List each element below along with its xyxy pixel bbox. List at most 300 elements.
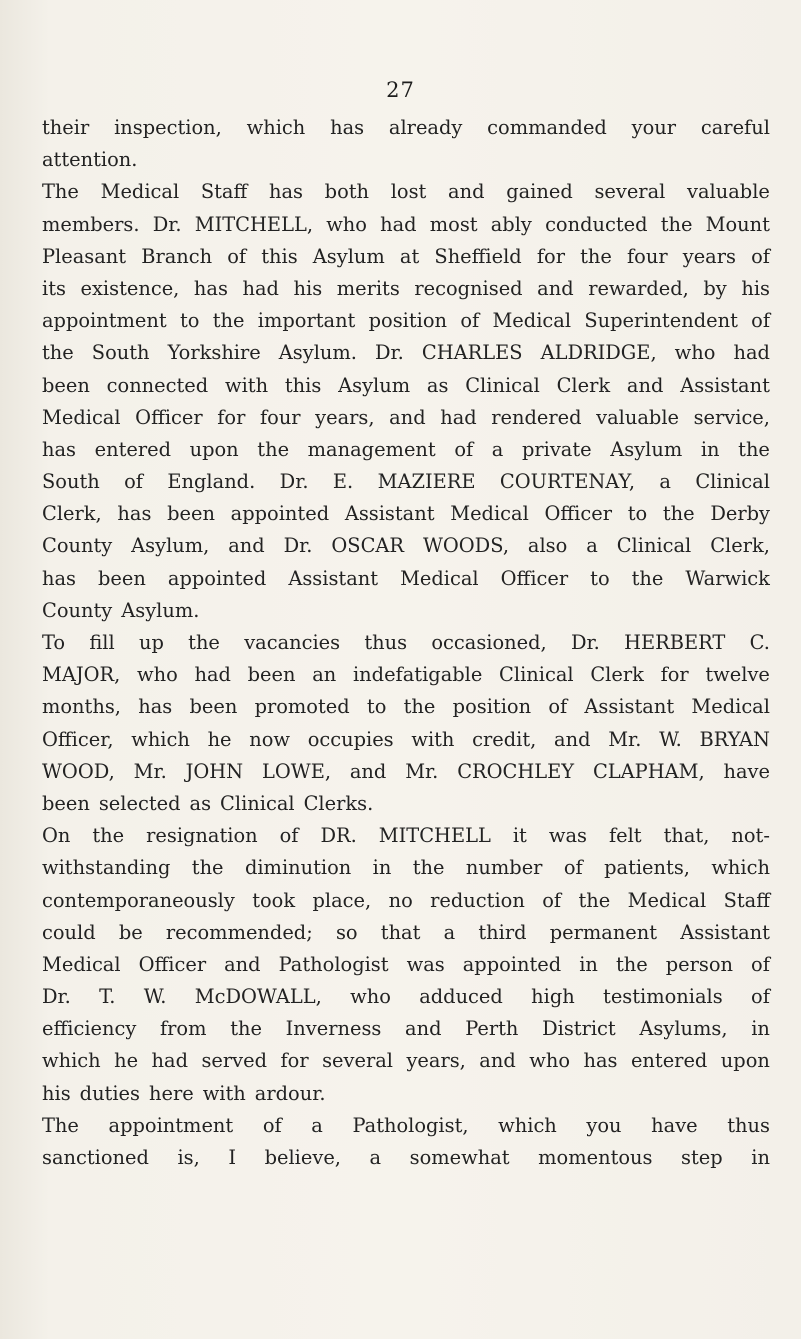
text-line [42, 949, 770, 981]
word: of [227, 244, 247, 268]
text-line [42, 273, 770, 305]
word: thus [727, 1113, 770, 1137]
text-line [42, 981, 770, 1013]
text-line [42, 112, 770, 144]
text-line [42, 305, 770, 337]
text-line [42, 209, 770, 241]
word: permanent [549, 920, 658, 944]
word: the [191, 856, 224, 880]
word: had [733, 341, 770, 365]
text-line [42, 1110, 770, 1142]
word: Clerks. [303, 791, 374, 815]
word: this [261, 244, 298, 268]
word: Warwick [685, 566, 770, 590]
word: the [578, 888, 611, 912]
word: the [738, 437, 770, 461]
word: Officer [500, 566, 569, 590]
word: not- [731, 824, 770, 848]
word: of [460, 309, 480, 333]
word: in [751, 1146, 770, 1169]
word: Clinical [220, 791, 295, 815]
word: MAJOR, [42, 663, 121, 687]
word: The [42, 1113, 79, 1137]
word: Mr. [405, 759, 439, 783]
word: the [92, 824, 125, 848]
word: Officer [544, 502, 612, 526]
word: appointed [230, 502, 330, 526]
word: Pleasant [42, 244, 127, 268]
word: as [426, 373, 449, 397]
word: CROCHLEY [457, 759, 575, 783]
word: of [751, 985, 770, 1009]
word: Clinical [616, 534, 692, 558]
word: selected [98, 791, 181, 815]
word: took [252, 888, 296, 912]
word: has [583, 1049, 618, 1073]
word: have [723, 759, 770, 783]
word: COURTENAY, [499, 470, 635, 494]
word: duties [79, 1081, 140, 1105]
word: appointment [42, 309, 167, 333]
word: ardour. [254, 1081, 326, 1105]
word: Medical [492, 309, 572, 333]
word: Medical [100, 180, 180, 204]
word: Superintendent [584, 309, 738, 333]
word: this [284, 373, 322, 397]
word: service, [693, 405, 770, 429]
word: South [91, 341, 150, 365]
word: who [326, 212, 367, 236]
text-line [42, 724, 770, 756]
word: gained [506, 180, 573, 204]
word: Medical [627, 888, 707, 912]
word: entered [630, 1049, 708, 1073]
text-line [42, 1045, 770, 1077]
word: Mr. [133, 759, 167, 783]
word: has [117, 502, 152, 526]
word: upon [720, 1049, 770, 1073]
word: has [42, 437, 76, 461]
word: Clerk, [42, 502, 102, 526]
word: Sheffield [434, 244, 522, 268]
word: by [703, 276, 727, 300]
word: has [138, 695, 173, 719]
word: served [201, 1049, 268, 1073]
word: four [627, 244, 668, 268]
word: WOOD, [42, 759, 115, 783]
body-text [42, 112, 770, 1174]
word: for [536, 244, 565, 268]
word: private [521, 437, 592, 461]
word: momentous [538, 1146, 653, 1169]
word: the [580, 244, 612, 268]
word: of [454, 437, 474, 461]
word: been [42, 791, 90, 815]
word: it [512, 824, 527, 848]
word: his [293, 276, 323, 300]
text-line [42, 563, 770, 595]
word: the [188, 631, 220, 654]
word: which [498, 1113, 557, 1137]
word: Dr. [570, 631, 600, 654]
word: Clerk, [710, 534, 770, 558]
word: ably [490, 212, 532, 236]
word: most [429, 212, 478, 236]
word: twelve [705, 663, 770, 687]
word: conducted [545, 212, 648, 236]
word: for [217, 405, 246, 429]
word: has [268, 180, 303, 204]
word: of [751, 952, 770, 976]
word: thus [364, 631, 408, 654]
word: he [114, 1049, 139, 1073]
word: HERBERT [624, 631, 726, 654]
word: MITCHELL [378, 824, 491, 848]
word: a [491, 437, 504, 461]
word: had [194, 663, 231, 687]
word: and [405, 1017, 442, 1041]
text-line [42, 756, 770, 788]
word: be [118, 920, 143, 944]
word: step [681, 1146, 723, 1169]
word: has [42, 566, 76, 590]
word: to [179, 309, 200, 333]
word: adduced [419, 985, 503, 1009]
word: Inverness [285, 1017, 382, 1041]
word: lost [390, 180, 427, 204]
word: and [228, 534, 265, 558]
word: the [212, 309, 245, 333]
word: their [42, 116, 90, 139]
word: ALDRIDGE, [540, 341, 657, 365]
word: CHARLES [421, 341, 523, 365]
word: Dr. [374, 341, 404, 365]
text-line [42, 370, 770, 402]
word: could [42, 920, 96, 944]
word: existence, [80, 276, 180, 300]
word: of [262, 1113, 282, 1137]
word: the [412, 856, 445, 880]
word: occupies [307, 727, 394, 751]
word: high [531, 985, 575, 1009]
word: Perth [465, 1017, 519, 1041]
word: sanctioned [42, 1146, 149, 1169]
word: T. [99, 985, 116, 1009]
word: Officer [135, 405, 203, 429]
word: JOHN [185, 759, 244, 783]
word: important [257, 309, 356, 333]
word: your [631, 116, 677, 139]
text-line [42, 820, 770, 852]
word: both [324, 180, 370, 204]
word: Dr. [283, 534, 313, 558]
word: Yorkshire [167, 341, 261, 365]
word: WOODS, [422, 534, 509, 558]
word: been [98, 566, 146, 590]
word: Assistant [680, 920, 770, 944]
word: OSCAR [331, 534, 405, 558]
word: years, [315, 405, 375, 429]
word: and [626, 373, 664, 397]
text-line [42, 241, 770, 273]
word: credit, [472, 727, 537, 751]
word: Assistant [288, 566, 379, 590]
word: Mr. [608, 727, 642, 751]
word: already [388, 116, 463, 139]
word: now [249, 727, 290, 751]
word: diminution [244, 856, 352, 880]
word: and [537, 276, 574, 300]
word: Assistant [680, 373, 770, 397]
word: Asylums, [639, 1017, 728, 1041]
word: from [159, 1017, 207, 1041]
word: with [202, 1081, 246, 1105]
word: appointed [167, 566, 267, 590]
word: and [554, 727, 591, 751]
word: entered [94, 437, 171, 461]
word: Asylum [312, 244, 385, 268]
word: Pathologist [278, 952, 389, 976]
word: also [527, 534, 568, 558]
word: for [660, 663, 689, 687]
word: Pathologist, [352, 1113, 469, 1137]
word: was [548, 824, 587, 848]
word: he [207, 727, 232, 751]
word: McDOWALL, [194, 985, 322, 1009]
word: merits [336, 276, 400, 300]
word: several [322, 1049, 393, 1073]
word: who [137, 663, 178, 687]
word: Asylum [610, 437, 683, 461]
word: upon [189, 437, 239, 461]
word: contemporaneously [42, 888, 235, 912]
word: with [224, 373, 269, 397]
word: a [369, 1146, 382, 1169]
word: its [42, 276, 66, 300]
word: BRYAN [699, 727, 770, 751]
word: Mount [705, 212, 770, 236]
word: been [189, 695, 238, 719]
word: W. [143, 985, 167, 1009]
word: up [138, 631, 164, 654]
word: so [335, 920, 358, 944]
word: position [368, 309, 448, 333]
word: W. [659, 727, 682, 751]
word: his [42, 1081, 71, 1105]
word: valuable [596, 405, 679, 429]
word: attention. [42, 148, 138, 172]
text-line [42, 144, 770, 176]
word: and [224, 952, 261, 976]
word: On [42, 824, 71, 848]
text-line [42, 885, 770, 917]
word: who [529, 1049, 570, 1073]
word: reduction [430, 888, 525, 912]
word: no [388, 888, 413, 912]
word: vacancies [244, 631, 341, 654]
word: CLAPHAM, [592, 759, 705, 783]
word: District [542, 1017, 616, 1041]
word: four [259, 405, 301, 429]
word: rewarded, [588, 276, 689, 300]
word: been [167, 502, 215, 526]
word: years, [406, 1049, 466, 1073]
word: of [542, 888, 562, 912]
word: a [311, 1113, 323, 1137]
word: connected [106, 373, 209, 397]
word: careful [700, 116, 770, 139]
word: indefatigable [352, 663, 483, 687]
word: Medical [691, 695, 770, 719]
word: of [751, 309, 770, 333]
word: to [627, 502, 648, 526]
word: that, [663, 824, 710, 848]
word: recognised [414, 276, 523, 300]
word: have [651, 1113, 698, 1137]
text-line [42, 659, 770, 691]
word: had [440, 405, 477, 429]
word: years [682, 244, 736, 268]
page-number: 27 [386, 78, 415, 102]
word: Asylum. [121, 598, 200, 622]
word: LOWE, [262, 759, 332, 783]
text-line [42, 1078, 770, 1110]
word: his [741, 276, 770, 300]
text-line [42, 530, 770, 562]
word: of [124, 470, 143, 494]
text-line [42, 1142, 770, 1174]
word: County [42, 598, 113, 622]
word: efficiency [42, 1017, 137, 1041]
text-line [42, 1013, 770, 1045]
word: a [659, 470, 671, 494]
word: in [751, 1017, 770, 1041]
word: had [151, 1049, 189, 1073]
word: that [380, 920, 421, 944]
word: to [366, 695, 387, 719]
word: Dr. [152, 212, 182, 236]
text-line [42, 788, 770, 820]
word: the [230, 1017, 262, 1041]
text-line [42, 852, 770, 884]
word: the [662, 502, 695, 526]
word: and [479, 1049, 516, 1073]
word: valuable [687, 180, 770, 204]
word: Medical [42, 952, 121, 976]
word: the [615, 952, 648, 976]
word: somewhat [409, 1146, 510, 1169]
word: The [42, 180, 79, 204]
word: testimonials [603, 985, 723, 1009]
word: which [711, 856, 770, 880]
word: in [700, 437, 720, 461]
word: MAZIERE [377, 470, 476, 494]
word: an [312, 663, 337, 687]
word: had [242, 276, 279, 300]
word: Assistant [584, 695, 675, 719]
word: Asylum [338, 373, 411, 397]
word: had [380, 212, 417, 236]
word: County [42, 534, 113, 558]
word: you [586, 1113, 622, 1137]
word: Medical [42, 405, 121, 429]
word: Derby [710, 502, 770, 526]
word: person [665, 952, 734, 976]
word: withstanding [42, 856, 171, 880]
word: at [399, 244, 420, 268]
text-line [42, 176, 770, 208]
word: Officer [138, 952, 207, 976]
word: and [389, 405, 426, 429]
word: for [280, 1049, 309, 1073]
word: patients, [604, 856, 690, 880]
word: promoted [254, 695, 350, 719]
word: Medical [450, 502, 529, 526]
word: Dr. [279, 470, 309, 494]
word: with [411, 727, 455, 751]
text-line [42, 498, 770, 530]
word: the [257, 437, 290, 461]
word: the [42, 341, 74, 365]
word: inspection, [114, 116, 222, 139]
text-line [42, 466, 770, 498]
word: occasioned, [431, 631, 547, 654]
word: the [631, 566, 664, 590]
word: who [674, 341, 716, 365]
word: Staff [200, 180, 248, 204]
text-line [42, 691, 770, 723]
word: Staff [723, 888, 770, 912]
word: in [579, 952, 598, 976]
word: several [594, 180, 666, 204]
word: Clinical [499, 663, 574, 687]
text-line [42, 402, 770, 434]
word: third [478, 920, 527, 944]
word: a [443, 920, 456, 944]
word: MITCHELL, [194, 212, 314, 236]
text-line [42, 627, 770, 659]
word: rendered [491, 405, 582, 429]
word: Clerk [556, 373, 611, 397]
word: was [406, 952, 445, 976]
word: appointed [462, 952, 562, 976]
word: resignation [146, 824, 258, 848]
word: as [189, 791, 212, 815]
word: of [279, 824, 299, 848]
word: E. [332, 470, 354, 494]
word: of [751, 244, 770, 268]
word: been [247, 663, 296, 687]
word: of [563, 856, 583, 880]
text-line [42, 595, 770, 627]
word: the [660, 212, 693, 236]
word: Dr. [42, 985, 71, 1009]
word: Clinical [465, 373, 540, 397]
text-line [42, 434, 770, 466]
text-line [42, 337, 770, 369]
word: recommended; [165, 920, 313, 944]
word: position [452, 695, 532, 719]
word: and [349, 759, 387, 783]
word: number [465, 856, 543, 880]
word: which [42, 1049, 101, 1073]
word: in [372, 856, 392, 880]
word: of [548, 695, 568, 719]
word: Medical [400, 566, 479, 590]
word: to [590, 566, 610, 590]
word: members. [42, 212, 140, 236]
word: fill [89, 631, 115, 654]
